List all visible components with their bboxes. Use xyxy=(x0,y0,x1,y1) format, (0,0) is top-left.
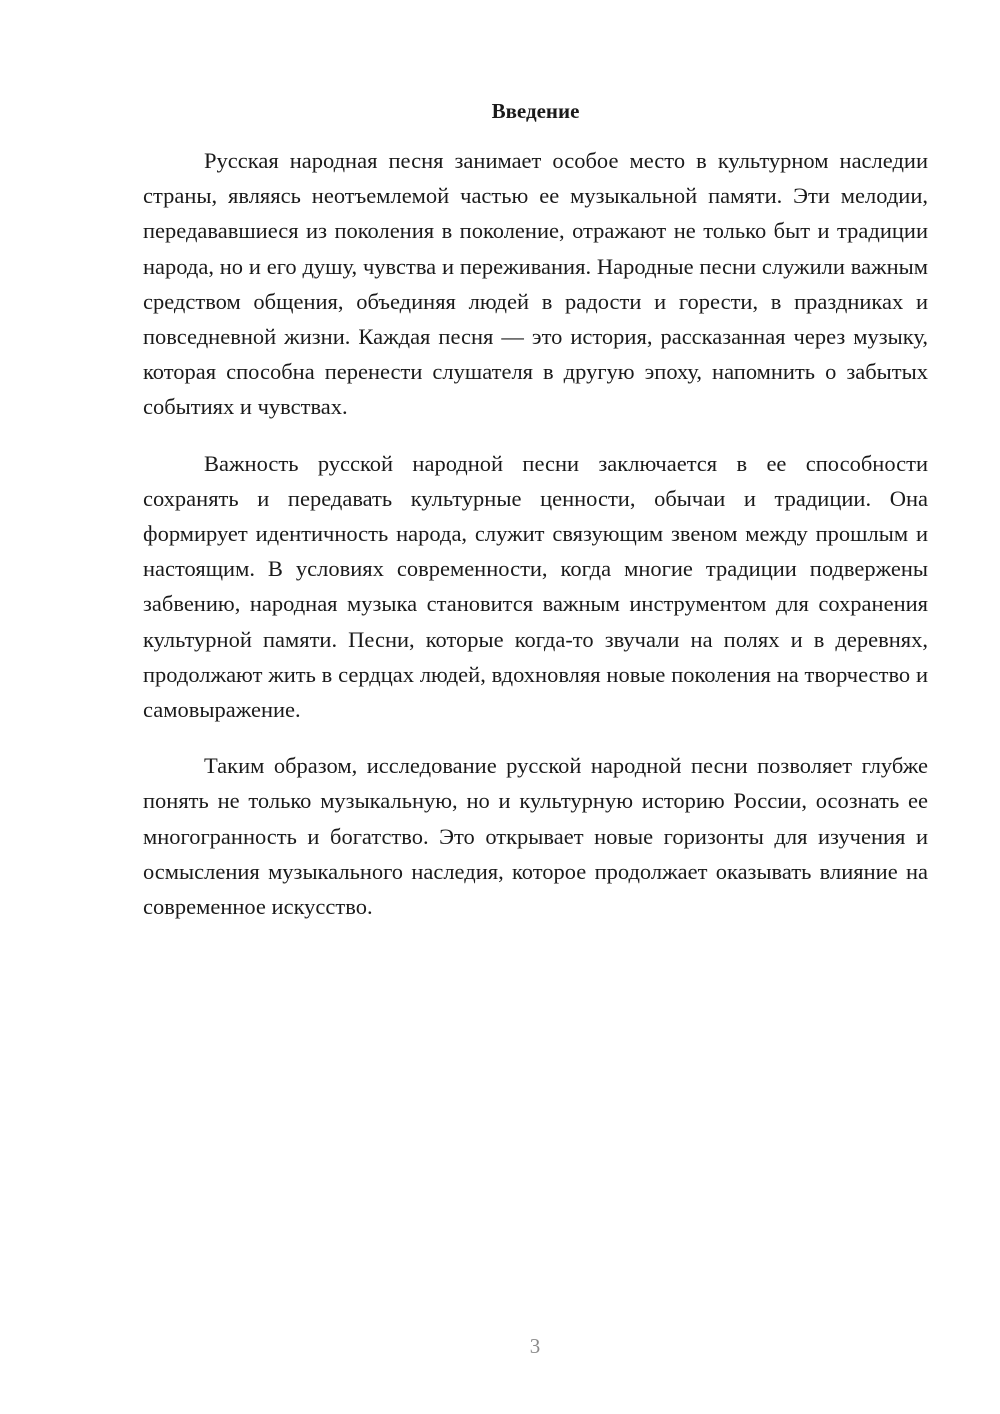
body-text xyxy=(143,143,928,924)
paragraph-3: Таким образом, исследование русской народной песни позволяет глубже понять не только музыкальную, но и культурную историю России, осознать ее многогранность и богатство. Это открывает новые горизонты для изучения и осмысления музыкального наследия, которое продолжает оказывать влияние на современное искусство. xyxy=(143,753,928,920)
page-number: 3 xyxy=(529,1334,541,1358)
paragraph-2: Важность русской народной песни заключается в ее способности сохранять и передавать культурные ценности, обычаи и традиции. Она формирует идентичность народа, служит связующим звеном между прошлым и настоящим. В условиях современности, когда многие традиции подвержены забвению, народная музыка становится важным инструментом для сохранения культурной памяти. Песни, которые когда-то звучали на полях и в деревнях, продолжают жить в сердцах людей, вдохновляя новые поколения на творчество и самовыражение. xyxy=(143,450,928,723)
paragraph-1: Русская народная песня занимает особое место в культурном наследии страны, являясь неотъемлемой частью ее музыкальной памяти. Эти мелодии, передававшиеся из поколения в поколение, отражают не только быт и традиции народа, но и его душу, чувства и переживания. Народные песни служили важным средством общения, объединяя людей в радости и горести, в праздниках и повседневной жизни. Каждая песня — это история, рассказанная через музыку, которая способна перенести слушателя в другую эпоху, напомнить о забытых событиях и чувствах. xyxy=(143,148,928,420)
section-heading: Введение xyxy=(491,99,580,123)
